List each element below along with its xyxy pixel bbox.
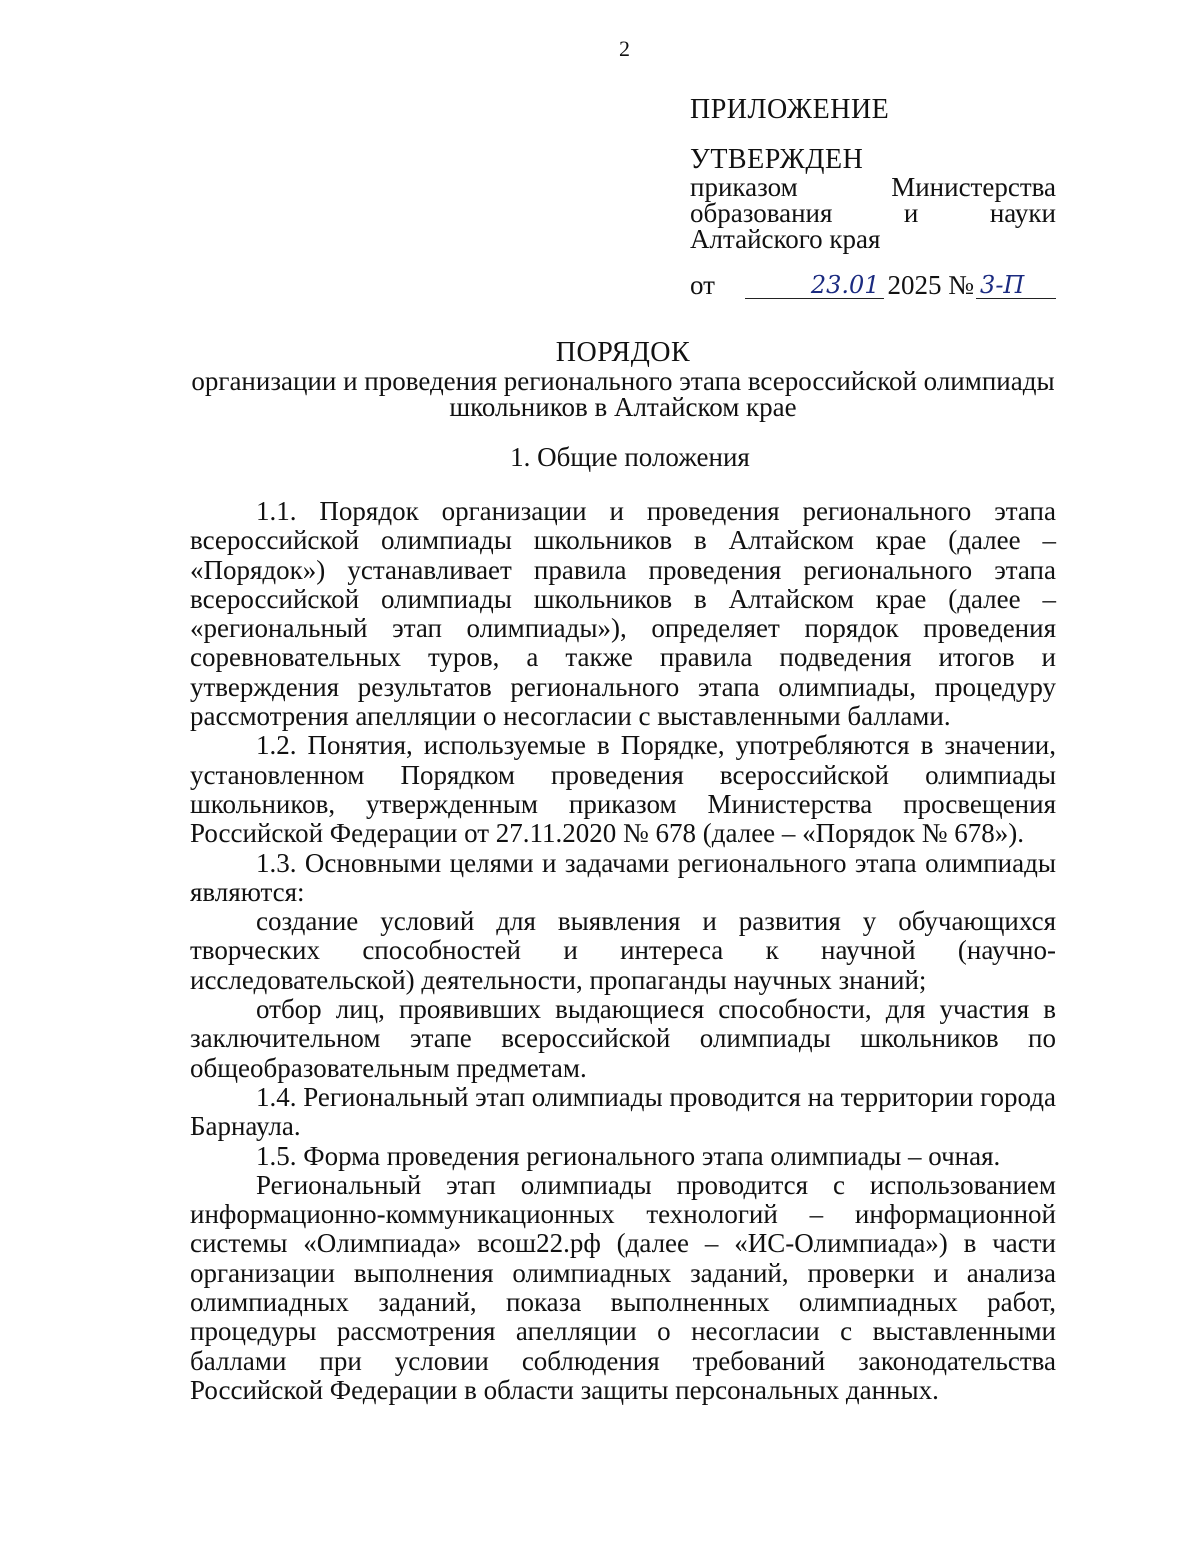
number-blank (976, 270, 1056, 299)
order-date-number-line (690, 270, 1056, 299)
paragraph-1-1: 1.1. Порядок организации и проведения регионального этапа всероссийской олимпиады школьников в Алтайском крае (далее – «Порядок») устанавливает правила проведения регионального этапа всероссийской олимпиады школьников в Алтайском крае (далее – «региональный этап олимпиады»), определяет порядок проведения соревновательных туров, а также правила подведения итогов и утверждения результатов регионального этапа олимпиады, процедуру рассмотрения апелляции о несогласии с выставленными баллами. (190, 496, 1056, 732)
handwritten-number: 3-П (980, 271, 1025, 299)
approval-order-text: приказом Министерства образования и науки Алтайского края (690, 172, 1056, 254)
approved-label: УТВЕРЖДЕН (690, 144, 864, 175)
page-number: 2 (619, 36, 630, 61)
appendix-label: ПРИЛОЖЕНИЕ (690, 94, 890, 125)
paragraph-1-2: 1.2. Понятия, используемые в Порядке, употребляются в значении, установленном Порядком проведения всероссийской олимпиады школьников, утвержденным приказом Министерства просвещения Российской Федерации от 27.11.2020 № 678 (далее – «Порядок № 678»). (190, 730, 1056, 849)
paragraph-1-3-item-b: отбор лиц, проявивших выдающиеся способности, для участия в заключительном этапе всероссийской олимпиады школьников по общеобразовательным предметам. (190, 994, 1056, 1083)
document-body (190, 497, 1056, 1405)
title-subtitle-line-1: организации и проведения регионального этапа всероссийской олимпиады (191, 366, 1055, 396)
handwritten-date: 23.01 (810, 271, 880, 299)
year-and-number-sign: 2025 № (887, 270, 975, 300)
paragraph-1-3-item-a: создание условий для выявления и развития у обучающихся творческих способностей и интереса к научной (научно-исследовательской) деятельности, пропаганды научных знаний; (190, 906, 1056, 995)
document-title (190, 337, 1056, 422)
paragraph-1-5-continued: Региональный этап олимпиады проводится с использованием информационно-коммуникационных технологий – информационной системы «Олимпиада» всош22.рф (далее – «ИС-Олимпиада») в части организации выполнения олимпиадных заданий, проверки и анализа олимпиадных заданий, показа выполненных олимпиадных работ, процедуры рассмотрения апелляции о несогласии с выставленными баллами при условии соблюдения требований законодательства Российской Федерации в области защиты персональных данных. (190, 1169, 1056, 1405)
paragraph-1-5: 1.5. Форма проведения регионального этапа олимпиады – очная. (256, 1140, 1001, 1171)
title-subtitle-line-2: школьников в Алтайском крае (449, 392, 797, 422)
approval-block (690, 96, 1056, 299)
date-prefix: от (690, 270, 715, 300)
paragraph-1-4: 1.4. Региональный этап олимпиады проводится на территории города Барнаула. (190, 1081, 1056, 1142)
section-heading: 1. Общие положения (510, 442, 750, 472)
title-main: ПОРЯДОК (555, 337, 691, 368)
paragraph-1-3: 1.3. Основными целями и задачами регионального этапа олимпиады являются: (190, 847, 1056, 907)
date-blank (745, 270, 884, 299)
